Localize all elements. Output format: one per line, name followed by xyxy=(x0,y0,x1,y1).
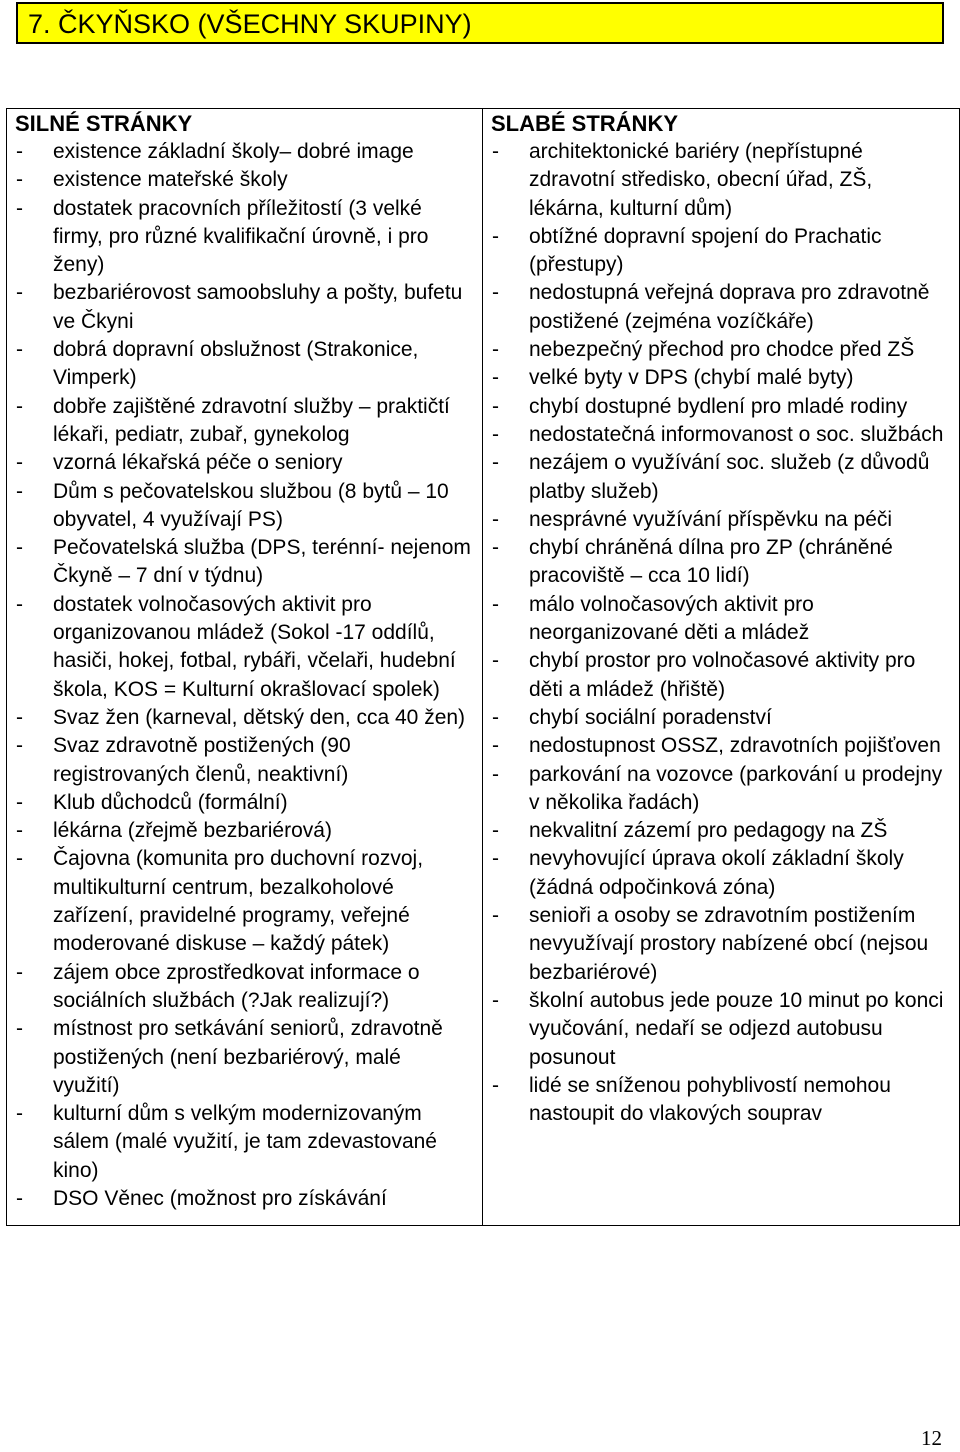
weakness-item: - školní autobus jede pouze 10 minut po konci vyučování, nedaří se odjezd autobusu posunout xyxy=(483,987,949,1072)
strength-item: - DSO Věnec (možnost pro získávání xyxy=(7,1185,472,1213)
weaknesses-list xyxy=(483,138,959,1140)
weakness-item: - málo volnočasových aktivit pro neorganizované děti a mládež xyxy=(483,591,949,648)
strength-item: - dobrá dopravní obslužnost (Strakonice, Vimperk) xyxy=(7,336,472,393)
weakness-item: - chybí dostupné bydlení pro mladé rodiny xyxy=(483,393,949,421)
strength-item: - Dům s pečovatelskou službou (8 bytů – 10 obyvatel, 4 využívají PS) xyxy=(7,478,472,535)
section-title: 7. ČKYŇSKO (VŠECHNY SKUPINY) xyxy=(28,9,472,39)
weakness-item: - obtížné dopravní spojení do Prachatic (přestupy) xyxy=(483,223,949,280)
weakness-item: - parkování na vozovce (parkování u prodejny v několika řadách) xyxy=(483,761,949,818)
weakness-item: - chybí sociální poradenství xyxy=(483,704,949,732)
strength-item: - dobře zajištěné zdravotní služby – praktičtí lékaři, pediatr, zubař, gynekolog xyxy=(7,393,472,450)
strength-item: - vzorná lékařská péče o seniory xyxy=(7,449,472,477)
section-title-box xyxy=(16,2,944,44)
weakness-item: - velké byty v DPS (chybí malé byty) xyxy=(483,364,949,392)
weaknesses-heading: SLABÉ STRÁNKY xyxy=(491,111,679,136)
strength-item: - lékárna (zřejmě bezbariérová) xyxy=(7,817,472,845)
weakness-item: - lidé se sníženou pohyblivostí nemohou nastoupit do vlakových souprav xyxy=(483,1072,949,1129)
weakness-item: - nevyhovující úprava okolí základní školy (žádná odpočinková zóna) xyxy=(483,845,949,902)
strengths-list xyxy=(7,138,482,1225)
strength-item: - Pečovatelská služba (DPS, terénní- nejenom Čkyně – 7 dní v týdnu) xyxy=(7,534,472,591)
weakness-item: - nedostatečná informovanost o soc. službách xyxy=(483,421,949,449)
strength-item: - dostatek volnočasových aktivit pro organizovanou mládež (Sokol -17 oddílů, hasiči, hokej, fotbal, rybáři, včelaři, hudební škola, KOS = Kulturní okrašlovací spolek) xyxy=(7,591,472,704)
weakness-item: - nezájem o využívání soc. služeb (z důvodů platby služeb) xyxy=(483,449,949,506)
strength-item: - Klub důchodců (formální) xyxy=(7,789,472,817)
weakness-item: - senioři a osoby se zdravotním postižením nevyužívají prostory nabízené obcí (nejsou bezbariérové) xyxy=(483,902,949,987)
strength-item: - bezbariérovost samoobsluhy a pošty, bufetu ve Čkyni xyxy=(7,279,472,336)
page-number: 12 xyxy=(921,1426,942,1450)
strength-item: - místnost pro setkávání seniorů, zdravotně postižených (není bezbariérový, malé využití) xyxy=(7,1015,472,1100)
weakness-item: - chybí chráněná dílna pro ZP (chráněné pracoviště – cca 10 lidí) xyxy=(483,534,949,591)
strength-item: - kulturní dům s velkým modernizovaným sálem (malé využití, je tam zdevastované kino) xyxy=(7,1100,472,1185)
strengths-column xyxy=(7,109,483,1226)
strength-item: - existence mateřské školy xyxy=(7,166,472,194)
strengths-heading: SILNÉ STRÁNKY xyxy=(15,111,193,136)
strength-item: - Čajovna (komunita pro duchovní rozvoj, multikulturní centrum, bezalkoholové zařízení, pravidelné programy, veřejné moderované diskuse – každý pátek) xyxy=(7,845,472,958)
weaknesses-column xyxy=(483,109,960,1226)
strength-item: - Svaz žen (karneval, dětský den, cca 40 žen) xyxy=(7,704,472,732)
strength-item: - zájem obce zprostředkovat informace o sociálních službách (?Jak realizují?) xyxy=(7,959,472,1016)
weakness-item: - nebezpečný přechod pro chodce před ZŠ xyxy=(483,336,949,364)
strength-item: - existence základní školy– dobré image xyxy=(7,138,472,166)
weakness-item: - nedostupnost OSSZ, zdravotních pojišťoven xyxy=(483,732,949,760)
weakness-item: - nedostupná veřejná doprava pro zdravotně postižené (zejména vozíčkáře) xyxy=(483,279,949,336)
strength-item: - dostatek pracovních příležitostí (3 velké firmy, pro různé kvalifikační úrovně, i pro ženy) xyxy=(7,195,472,280)
weakness-item: - nesprávné využívání příspěvku na péči xyxy=(483,506,949,534)
weakness-item: - nekvalitní zázemí pro pedagogy na ZŠ xyxy=(483,817,949,845)
weakness-item: - chybí prostor pro volnočasové aktivity pro děti a mládež (hřiště) xyxy=(483,647,949,704)
swot-table xyxy=(6,108,960,1226)
weakness-item: - architektonické bariéry (nepřístupné zdravotní středisko, obecní úřad, ZŠ, lékárna, kulturní dům) xyxy=(483,138,949,223)
strength-item: - Svaz zdravotně postižených (90 registrovaných členů, neaktivní) xyxy=(7,732,472,789)
